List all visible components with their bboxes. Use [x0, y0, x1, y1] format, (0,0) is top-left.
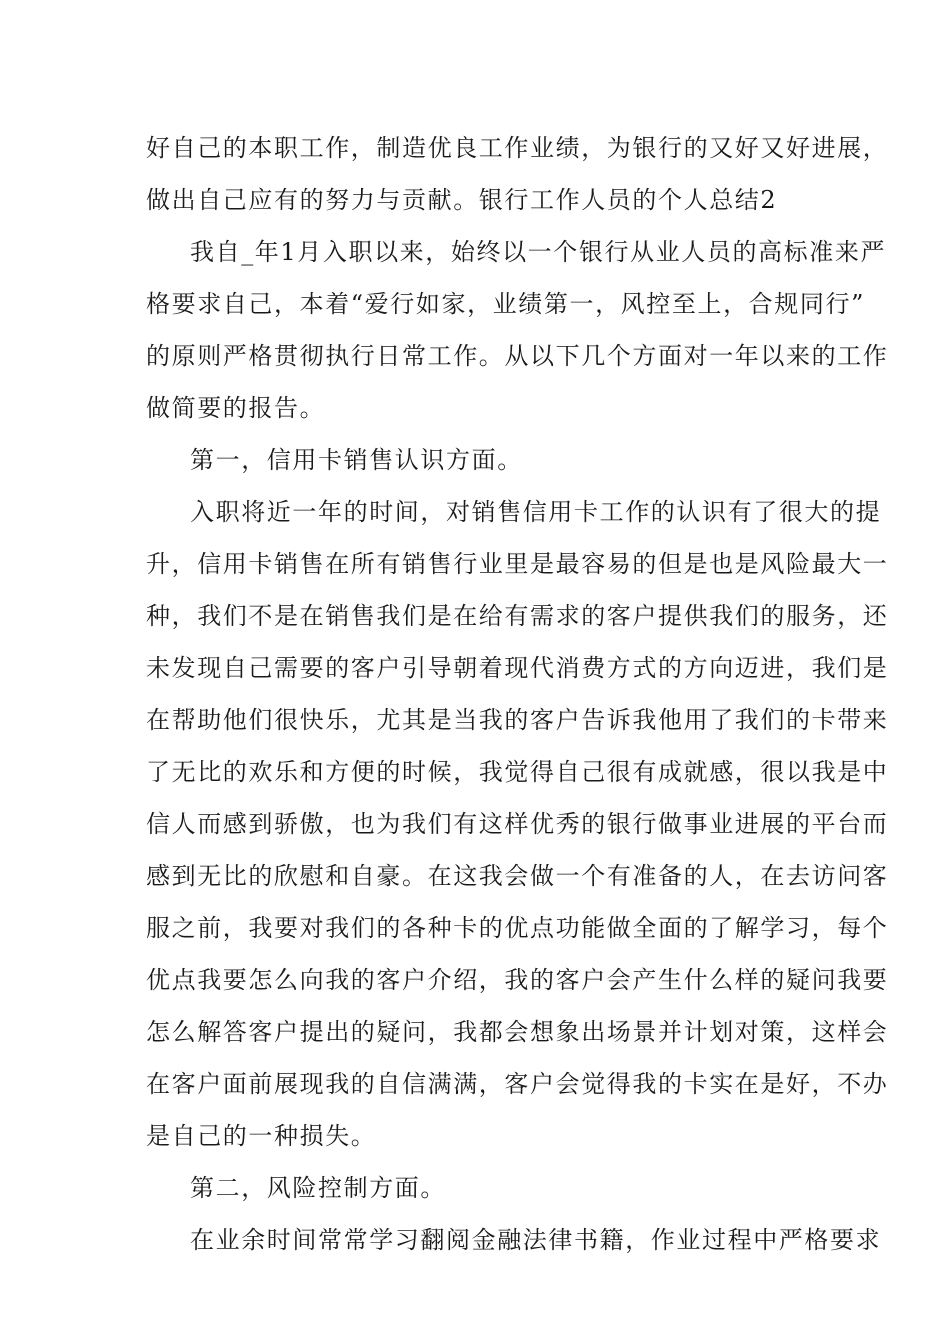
text-line: 做简要的报告。	[146, 394, 326, 422]
text-line: 感到无比的欣慰和自豪。在这我会做一个有准备的人，在去访问客	[146, 862, 889, 890]
text-line: 种，我们不是在销售我们是在给有需求的客户提供我们的服务，还	[146, 602, 889, 630]
text-line: 服之前，我要对我们的各种卡的优点功能做全面的了解学习，每个	[146, 914, 889, 942]
text-line: 升，信用卡销售在所有销售行业里是最容易的但是也是风险最大一	[146, 550, 889, 578]
text-line: 优点我要怎么向我的客户介绍，我的客户会产生什么样的疑问我要	[146, 966, 889, 994]
paragraph-first-line: 入职将近一年的时间，对销售信用卡工作的认识有了很大的提	[190, 498, 882, 526]
text-line: 好自己的本职工作，制造优良工作业绩，为银行的又好又好进展，	[146, 134, 889, 162]
text-line: 怎么解答客户提出的疑问，我都会想象出场景并计划对策，这样会	[146, 1018, 889, 1046]
text-line: 在客户面前展现我的自信满满，客户会觉得我的卡实在是好，不办	[146, 1070, 889, 1098]
paragraph-first-line: 在业余时间常常学习翻阅金融法律书籍，作业过程中严格要求	[190, 1226, 882, 1254]
section-heading: 第一，信用卡销售认识方面。	[190, 446, 523, 474]
text-line: 未发现自己需要的客户引导朝着现代消费方式的方向迈进，我们是	[146, 654, 889, 682]
text-line: 信人而感到骄傲，也为我们有这样优秀的银行做事业进展的平台而	[146, 810, 889, 838]
text-line: 是自己的一种损失。	[146, 1122, 377, 1150]
text-line: 的原则严格贯彻执行日常工作。从以下几个方面对一年以来的工作	[146, 342, 889, 370]
section-heading: 第二，风险控制方面。	[190, 1174, 446, 1202]
text-line: 格要求自己，本着“爱行如家，业绩第一，风控至上，合规同行”	[146, 290, 865, 318]
text-line: 做出自己应有的努力与贡献。银行工作人员的个人总结2	[146, 186, 778, 214]
text-line: 了无比的欢乐和方便的时候，我觉得自己很有成就感，很以我是中	[146, 758, 889, 786]
paragraph-first-line: 我自_年1月入职以来，始终以一个银行从业人员的高标准来严	[190, 238, 887, 266]
text-line: 在帮助他们很快乐，尤其是当我的客户告诉我他用了我们的卡带来	[146, 706, 889, 734]
